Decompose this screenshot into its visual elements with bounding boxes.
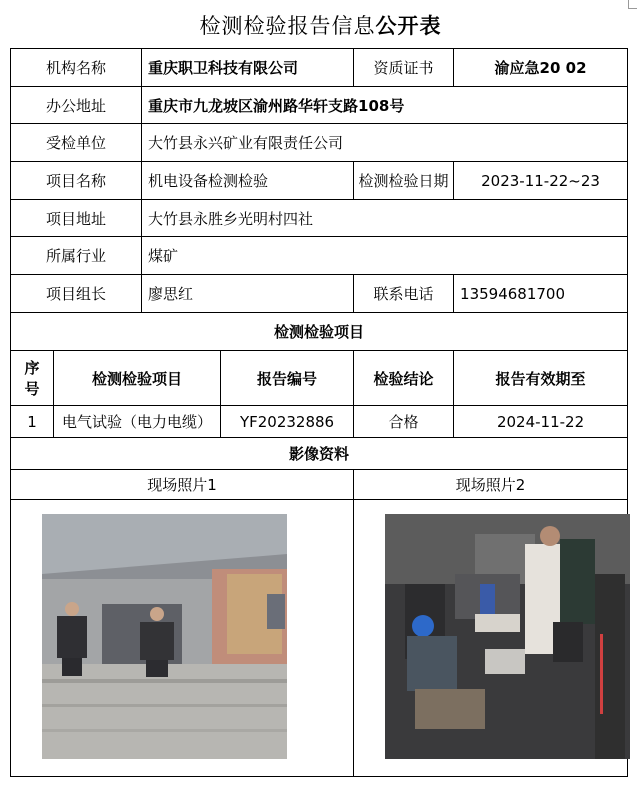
site-photo-1 [42, 514, 287, 759]
header-no-line1: 序 [24, 359, 40, 377]
table-row [11, 406, 628, 438]
phone-value: 13594681700 [454, 275, 628, 313]
row-result: 合格 [354, 406, 454, 438]
leader-value: 廖思红 [142, 275, 354, 313]
industry-label: 所属行业 [11, 237, 142, 275]
page-title [0, 10, 641, 40]
project-value: 机电设备检测检验 [142, 162, 354, 200]
site-label: 项目地址 [11, 200, 142, 237]
header-result: 检验结论 [354, 351, 454, 406]
addr-label: 办公地址 [11, 87, 142, 124]
corner-mark [628, 0, 637, 9]
header-report: 报告编号 [221, 351, 354, 406]
unit-value: 大竹县永兴矿业有限责任公司 [142, 124, 628, 162]
title-main: 检测检验报告信息 [199, 14, 376, 38]
org-label: 机构名称 [11, 49, 142, 87]
site-photo-2 [385, 514, 630, 759]
unit-label: 受检单位 [11, 124, 142, 162]
items-section-title: 检测检验项目 [11, 313, 628, 351]
row-valid: 2024-11-22 [454, 406, 628, 438]
addr-value: 重庆市九龙坡区渝州路华轩支路108号 [142, 87, 628, 124]
site-value: 大竹县永胜乡光明村四社 [142, 200, 628, 237]
row-report: YF20232886 [221, 406, 354, 438]
title-suffix: 公开表 [375, 14, 442, 38]
header-item: 检测检验项目 [54, 351, 221, 406]
header-valid: 报告有效期至 [454, 351, 628, 406]
photo2-label: 现场照片2 [354, 470, 628, 500]
org-value: 重庆职卫科技有限公司 [142, 49, 354, 87]
photo1-label: 现场照片1 [11, 470, 354, 500]
images-section-title: 影像资料 [11, 438, 628, 470]
header-no [11, 351, 54, 406]
row-no: 1 [11, 406, 54, 438]
cert-label: 资质证书 [354, 49, 454, 87]
photo1-cell [11, 500, 354, 777]
leader-label: 项目组长 [11, 275, 142, 313]
header-no-line2: 号 [24, 380, 40, 398]
date-label: 检测检验日期 [354, 162, 454, 200]
date-value: 2023-11-22~23 [454, 162, 628, 200]
industry-value: 煤矿 [142, 237, 628, 275]
phone-label: 联系电话 [354, 275, 454, 313]
row-item: 电气试验（电力电缆） [54, 406, 221, 438]
photo2-cell [354, 500, 628, 777]
report-table [10, 48, 628, 777]
cert-value: 渝应急20 02 [454, 49, 628, 87]
project-label: 项目名称 [11, 162, 142, 200]
